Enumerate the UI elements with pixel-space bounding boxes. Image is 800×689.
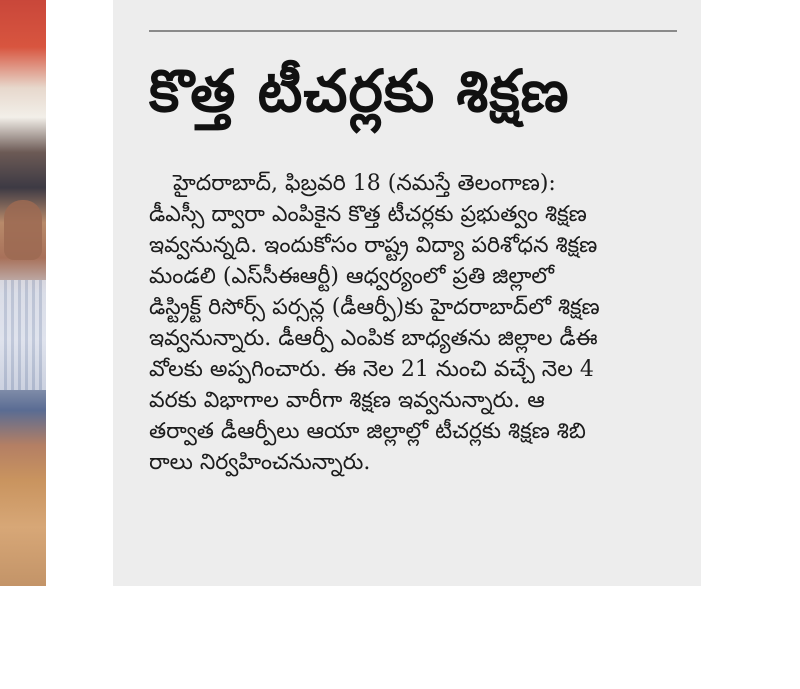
article-line: ఇవ్వనున్నారు. డీఆర్పీ ఎంపిక బాధ్యతను జిల్లాల డీఈ [149,326,598,351]
article-line: రాలు నిర్వహించనున్నారు. [149,450,371,475]
photo-person-shirt [0,280,46,390]
article-line: హైదరాబాద్, ఫిబ్రవరి 18 (నమస్తే తెలంగాణ): [173,171,556,196]
article-line: డిస్ట్రిక్ట్ రిసోర్స్ పర్సన్ల (డీఆర్పీ)కు హైదరాబాద్‌లో శిక్షణ [149,295,600,320]
article-line: వోలకు అప్పగించారు. ఈ నెల 21 నుంచి వచ్చే నెల 4 [149,357,594,382]
article-headline: కొత్త టీచర్లకు శిక్షణ [149,57,570,125]
article-line: డీఎస్సీ ద్వారా ఎంపికైన కొత్త టీచర్లకు ప్రభుత్వం శిక్షణ [149,202,587,227]
photo-person-face [4,200,42,260]
newspaper-clipping [113,0,701,586]
adjacent-photo-fragment [0,0,46,586]
article-line: తర్వాత డీఆర్పీలు ఆయా జిల్లాల్లో టీచర్లకు శిక్షణ శిబి [149,419,586,444]
article-line: మండలి (ఎస్‌సీఈఆర్టీ) ఆధ్వర్యంలో ప్రతి జిల్లాలో [149,264,555,289]
separator-rule [149,30,677,32]
article-line: వరకు విభాగాల వారీగా శిక్షణ ఇవ్వనున్నారు. ఆ [149,388,545,413]
article-line: ఇవ్వనున్నది. ఇందుకోసం రాష్ట్ర విద్యా పరిశోధన శిక్షణ [149,233,598,258]
article-body [149,168,677,478]
